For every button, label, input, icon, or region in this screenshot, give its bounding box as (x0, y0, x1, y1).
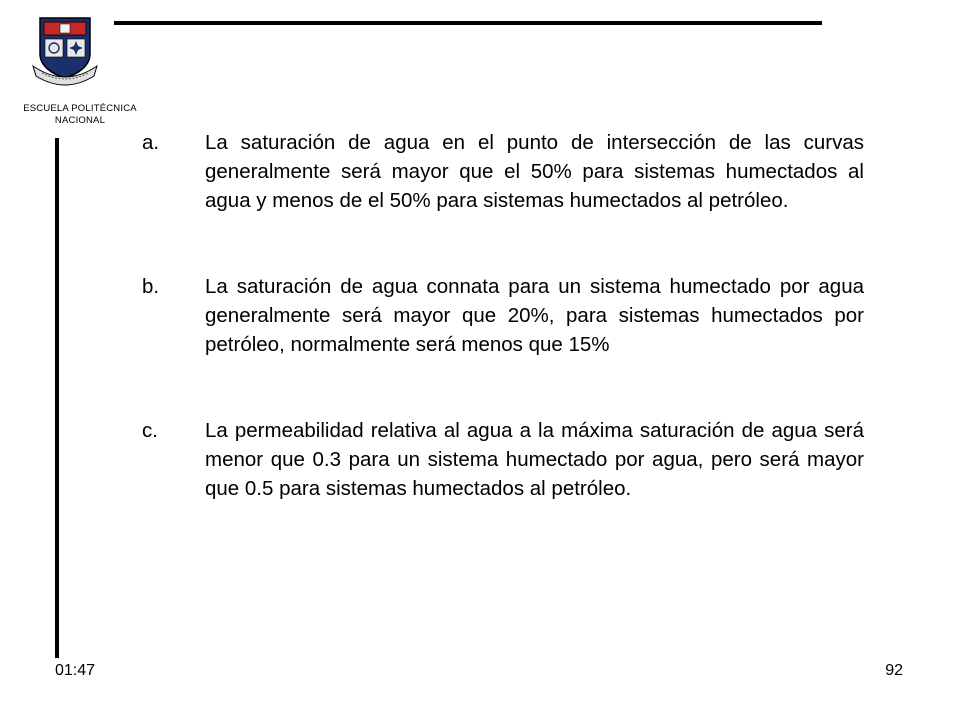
school-crest-logo (32, 14, 98, 88)
list-marker: a. (142, 131, 160, 154)
school-name (4, 103, 156, 127)
left-vertical-rule (55, 138, 59, 658)
list-marker: b. (142, 275, 160, 298)
page-number: 92 (885, 662, 903, 679)
school-name-line2: NACIONAL (54, 115, 106, 126)
list-item-text: La saturación de agua en el punto de intersección de las curvas generalmente será mayor que el 50% para sistemas humectados al agua y menos de el 50% para sistemas humectados al petróleo. (205, 131, 864, 212)
list-item-c (142, 416, 864, 503)
top-horizontal-rule (114, 21, 822, 25)
list-item-b (142, 272, 864, 359)
list-marker: c. (142, 419, 158, 442)
slide-time: 01:47 (55, 662, 96, 679)
list-item-a (142, 128, 864, 215)
school-name-line1: ESCUELA POLITÉCNICA (23, 103, 137, 114)
content-list (142, 128, 864, 503)
list-item-text: La saturación de agua connata para un sistema humectado por agua generalmente será mayor que 20%, para sistemas humectados por petróleo, normalmente será menos que 15% (205, 275, 864, 356)
school-crest-icon (32, 14, 98, 88)
list-item-text: La permeabilidad relativa al agua a la máxima saturación de agua será menor que 0.3 para un sistema humectado por agua, pero será mayor que 0.5 para sistemas humectados al petróleo. (205, 419, 864, 500)
